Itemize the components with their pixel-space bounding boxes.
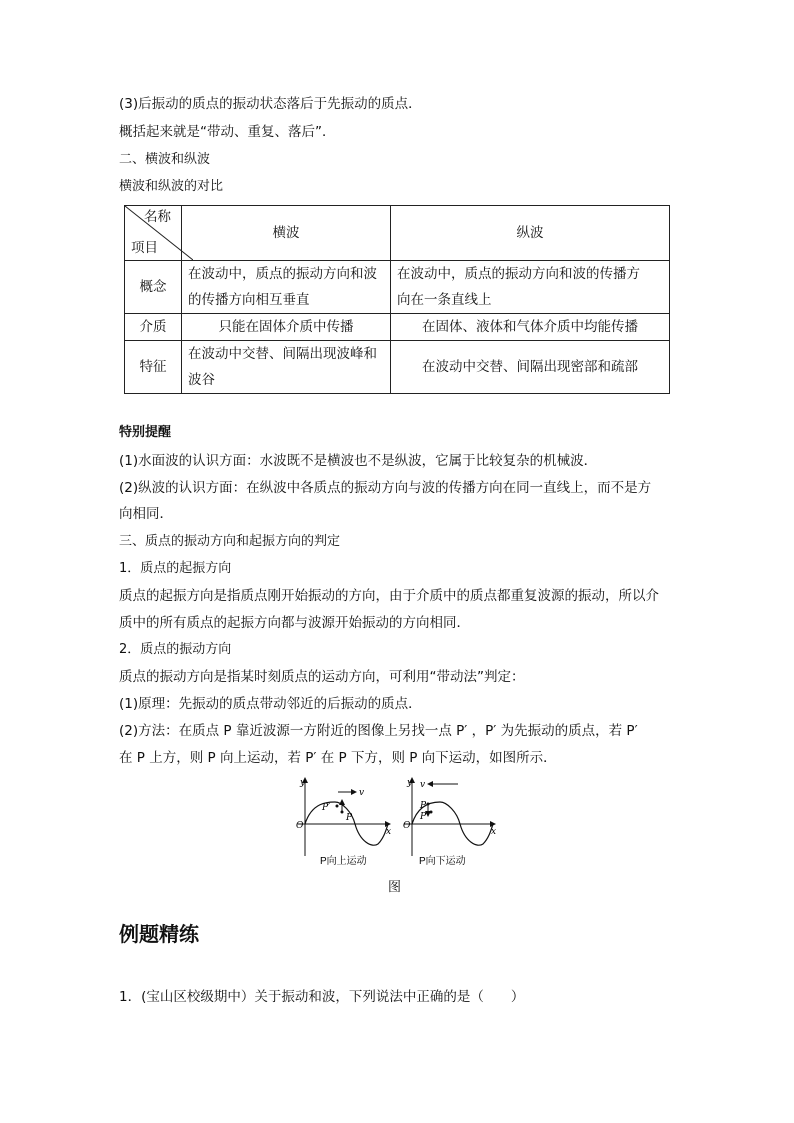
section-heading: 二、横波和纵波 [119, 152, 211, 167]
table-row [125, 261, 670, 314]
diagonal-header-cell [125, 206, 182, 261]
text-line: (2)方法：在质点 P 靠近波源一方附近的图像上另找一点 P′ ，P′ 为先振动的质点，若 P′ [119, 723, 638, 739]
axis-label-y: y [407, 778, 413, 788]
text-line: 向相同． [119, 506, 173, 522]
table-caption: 横波和纵波的对比 [119, 179, 224, 194]
table-header-row [125, 206, 670, 261]
table-cell: 在波动中，质点的振动方向和波 的传播方向相互垂直 [182, 261, 391, 314]
axis-label-y: y [300, 778, 306, 788]
text-line: (1)水面波的认识方面：水波既不是横波也不是纵波，它属于比较复杂的机械波． [119, 453, 598, 469]
wave-panel-up [296, 778, 391, 856]
section-title: 例题精练 [119, 922, 199, 946]
point-p-label: P [346, 813, 353, 823]
section-heading: 三、质点的振动方向和起振方向的判定 [119, 534, 341, 549]
text-line: 质点的起振方向是指质点刚开始振动的方向，由于介质中的质点都重复波源的振动，所以介 [119, 588, 659, 604]
point-pprime-label: P′ [420, 812, 429, 822]
figure-caption: 图 [388, 880, 402, 895]
wave-figure [290, 772, 500, 870]
text-line: (2)纵波的认识方面：在纵波中各质点的振动方向与波的传播方向在同一直线上，而不是方 [119, 480, 652, 496]
column-header-transverse: 横波 [182, 206, 391, 261]
row-label: 介质 [125, 314, 182, 341]
text-line: (3)后振动的质点的振动状态落后于先振动的质点． [119, 96, 422, 112]
axis-label-x: x [386, 827, 392, 837]
text-line: 质中的所有质点的起振方向都与波源开始振动的方向相同． [119, 615, 470, 631]
table-cell: 只能在固体介质中传播 [182, 314, 391, 341]
figure-caption-left: P向上运动 [320, 856, 367, 867]
wave-panel-down [403, 778, 496, 856]
column-header-longitudinal: 纵波 [391, 206, 670, 261]
comparison-table [124, 205, 670, 394]
origin-label: O [403, 821, 411, 831]
subsection-heading: 1．质点的起振方向 [119, 561, 232, 576]
row-label: 概念 [125, 261, 182, 314]
velocity-label: v [420, 780, 426, 790]
header-name-label: 名称 [144, 209, 171, 225]
text-line: (1)原理：先振动的质点带动邻近的后振动的质点． [119, 696, 422, 712]
table-cell: 在波动中交替、间隔出现波峰和 波谷 [182, 341, 391, 394]
figure-caption-right: P向下运动 [419, 856, 466, 867]
text-line: 质点的振动方向是指某时刻质点的运动方向，可利用“带动法”判定： [119, 669, 525, 685]
table-row [125, 314, 670, 341]
point-pprime-label: P′ [322, 803, 331, 813]
text-line: 在 P 上方，则 P 向上运动，若 P′ 在 P 下方，则 P 向下运动，如图所示． [119, 750, 557, 766]
table-cell: 在固体、液体和气体介质中均能传播 [391, 314, 670, 341]
table-cell: 在波动中交替、间隔出现密部和疏部 [391, 341, 670, 394]
axis-label-x: x [491, 827, 497, 837]
point-p-label: P [420, 801, 427, 811]
note-heading: 特别提醒 [119, 425, 172, 440]
origin-label: O [296, 821, 304, 831]
row-label: 特征 [125, 341, 182, 394]
velocity-label: v [359, 788, 365, 798]
subsection-heading: 2．质点的振动方向 [119, 642, 232, 657]
table-row [125, 341, 670, 394]
question-text: 1．(宝山区校级期中）关于振动和波，下列说法中正确的是（ ） [119, 989, 525, 1005]
text-line: 概括起来就是“带动、重复、落后”． [119, 124, 336, 140]
header-item-label: 项目 [131, 240, 158, 256]
table-cell: 在波动中，质点的振动方向和波的传播方 向在一条直线上 [391, 261, 670, 314]
